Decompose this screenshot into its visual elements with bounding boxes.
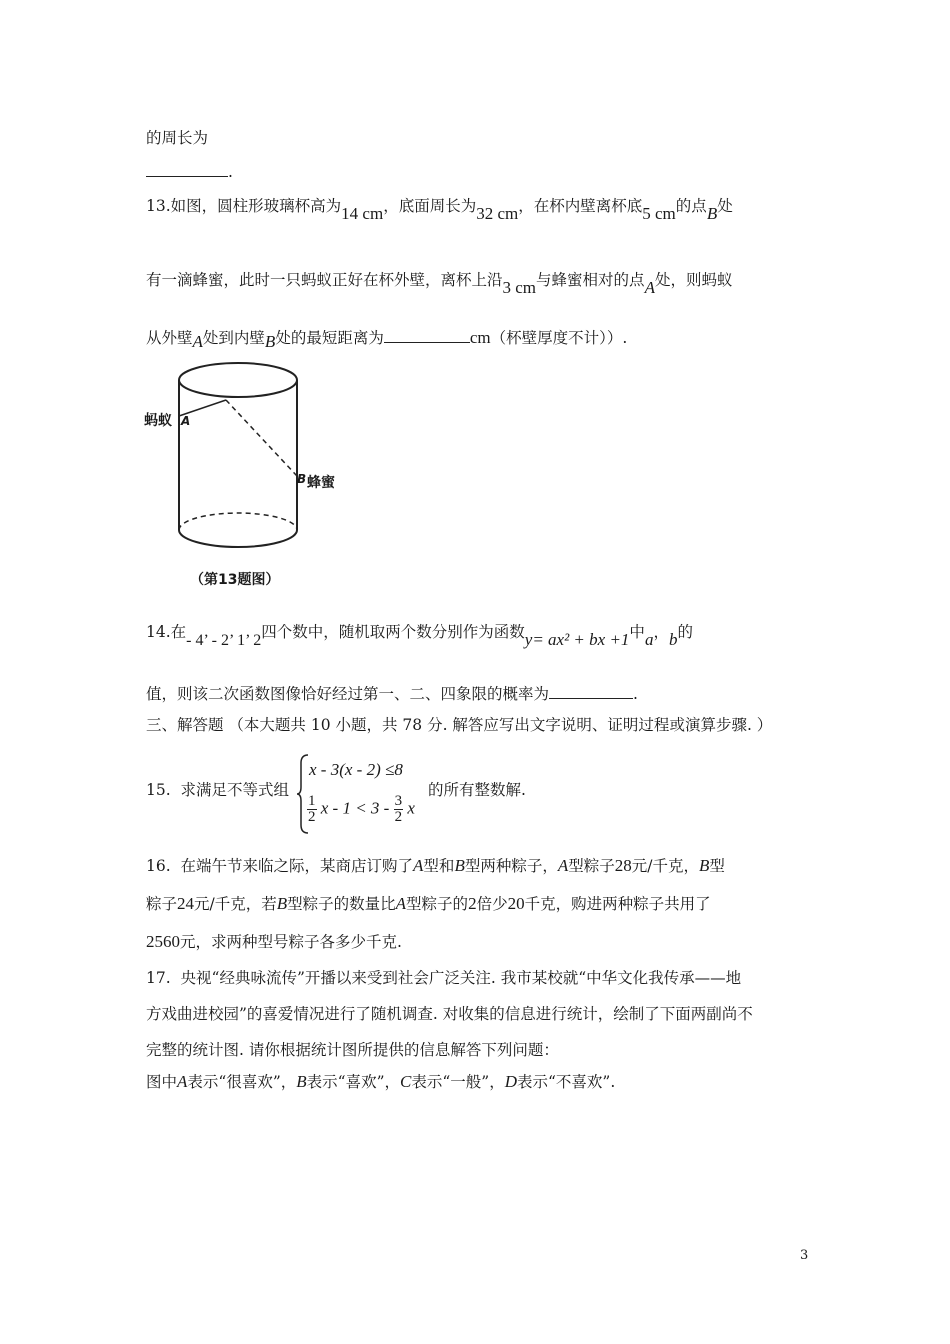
q13-line3: 从外壁A处到内壁B处的最短距离为 cm（杯壁厚度不计））. <box>146 328 628 351</box>
q13-line1: 13.如图，圆柱形玻璃杯高为14 cm，底面周长为32 cm，在杯内壁离杯底5 cm的点B处 <box>146 197 733 223</box>
point-b-label: B <box>297 472 307 486</box>
prev-answer-blank: . <box>146 162 233 182</box>
ant-label: 蚂蚁 <box>144 413 172 429</box>
honey-label: 蜂蜜 <box>307 475 335 491</box>
figure-caption: （第13题图） <box>190 572 280 588</box>
q15-label: 15. 求满足不等式组 <box>146 781 290 799</box>
q15-tail: 的所有整数解. <box>428 781 526 799</box>
section-three-title: 三、解答题 （本大题共 10 小题，共 78 分. 解答应写出文字说明、证明过程或演算步骤. ） <box>146 716 773 734</box>
q17-line2: 方戏曲进校园”的喜爱情况进行了随机调查. 对收集的信息进行统计，绘制了下面两副尚不 <box>146 1005 753 1023</box>
q14-line2: 值，则该二次函数图像恰好经过第一、二、四象限的概率为 . <box>146 685 638 703</box>
prev-tail-text: 的周长为 <box>146 129 209 147</box>
q17-line4: 图中A表示“很喜欢”，B表示“喜欢”，C表示“一般”，D表示“不喜欢”. <box>146 1072 616 1091</box>
q16-line1: 16. 在端午节来临之际，某商店订购了A型和B型两种粽子，A型粽子28元/千克，B型 <box>146 856 725 875</box>
q17-line3: 完整的统计图. 请你根据统计图所提供的信息解答下列问题： <box>146 1041 559 1059</box>
q16-line3: 2560元，求两种型号粽子各多少千克. <box>146 932 402 951</box>
q14-line1: 14.在- 4’ - 2’ 1’ 2四个数中，随机取两个数分别作为函数y= ax² + bx +1中a，b的 <box>146 623 693 649</box>
ant-path-inner <box>226 400 297 476</box>
cylinder-bottom-front <box>179 530 297 547</box>
q17-line1: 17. 央视“经典咏流传”开播以来受到社会广泛关注. 我市某校就“中华文化我传承——地 <box>146 969 742 987</box>
cylinder-bottom-back <box>179 513 297 530</box>
cylinder-top <box>179 363 297 397</box>
page-number: 3 <box>800 1248 809 1263</box>
q16-line2: 粽子24元/千克，若B型粽子的数量比A型粽子的2倍少20千克，购进两种粽子共用了 <box>146 894 711 913</box>
q13-line2: 有一滴蜂蜜，此时一只蚂蚁正好在杯外壁，离杯上沿3 cm与蜂蜜相对的点A处，则蚂蚁 <box>146 271 733 297</box>
inequality-1: x - 3(x - 2) ≤8 <box>309 760 403 779</box>
inequality-2: $\frac{1}{2}$ x - 1 < 3 - $\frac{3}{2}$ x <box>308 793 415 825</box>
point-a-label: A <box>181 414 191 428</box>
